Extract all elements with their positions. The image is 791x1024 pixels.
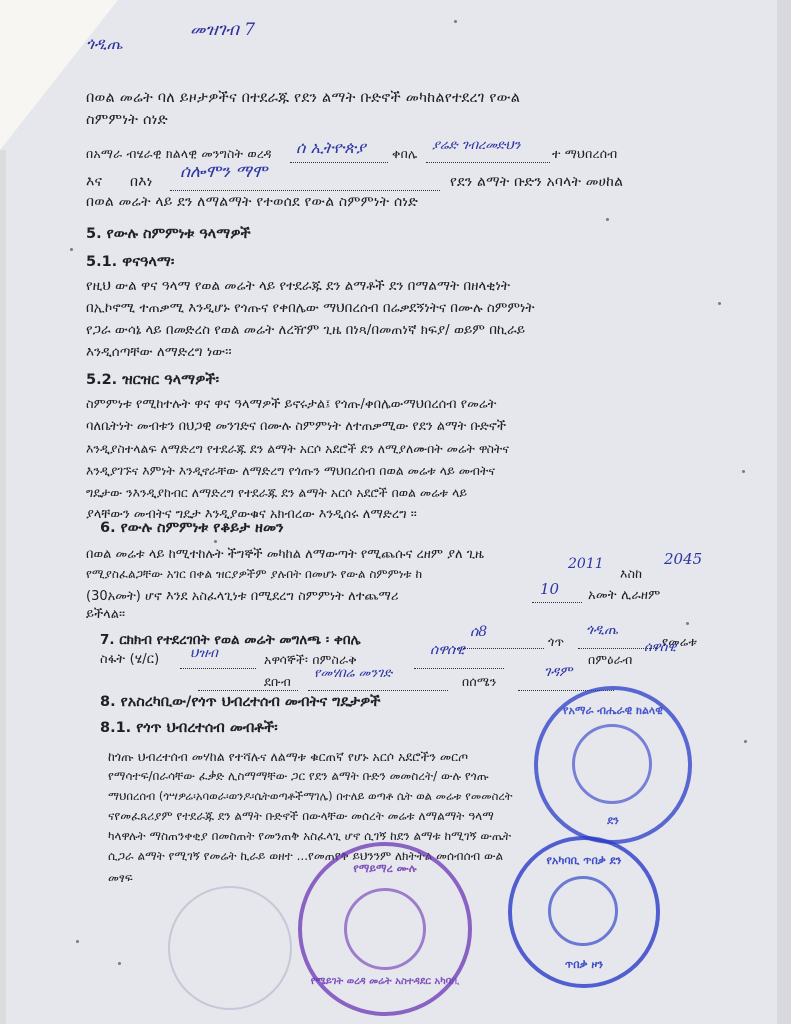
section-5-2-line: ግዴታው ንእንዲያከብር ለማድረግ የተደራጁ ደን ልማት አርሶ አደሮች በወል መሬቱ ላይ	[86, 485, 468, 500]
s7-land-label: የመሬቱ	[662, 634, 698, 649]
stamp-bottom-right	[508, 836, 660, 988]
stamp-bottom-left	[298, 842, 472, 1016]
stamp-top-right	[534, 686, 692, 844]
name-line	[170, 190, 440, 191]
section-8-1-heading: 8.1. የጎጥ ህብረተሰብ መብቶች፡	[100, 720, 278, 736]
page-left-edge	[0, 150, 6, 1024]
page-right-edge	[777, 0, 791, 1024]
section-5-2-line: ባለቤትነት መብቱን በህጋዊ መንገድና በሙሉ ስምምነት ለተጠቃሚው የደን ልማት ቡድኖች	[86, 419, 507, 434]
section-5-heading: 5. የውሉ ስምምነቱ ዓላማዎች	[86, 226, 251, 242]
section-8-1-line: መፃፍ	[108, 871, 133, 885]
stamp-inner-ring	[344, 888, 426, 970]
stamp-bottom-right-text: ጥበቃ ዞን	[564, 958, 604, 971]
s7-north-value: ገዳም	[544, 664, 573, 680]
s7-east-value: ሰዋሰዊ	[430, 642, 465, 658]
stamp-inner-ring	[572, 724, 652, 804]
s7-west-label: በምዕራብ	[588, 652, 633, 667]
section-6-heading: 6. የውሉ ስምምነቱ የቆይታ ዘመን	[100, 520, 284, 536]
s7-south-label: ደቡብ	[264, 674, 291, 689]
section-5-2-line: እንዲያስተላልፍ ለማድረግ የተደራጁ ደን ልማት አርሶ አደሮች ደን ለሚያለሙበት መሬት ዋስትና	[86, 441, 509, 456]
section-5-2-line: እንዲያገኙና እምነት እንዲኖራቸው ለማድረግ የጎጡን ማህበረሰብ በወል መሬቱ ላይ መብትና	[86, 463, 496, 478]
woreda-value: ሰ ኢትዮጵያ	[296, 138, 366, 157]
name-label: በእነ	[130, 174, 153, 190]
scan-speck	[214, 540, 217, 543]
until-label: እስከ	[620, 566, 643, 581]
section-5-2-line: ያላቸውን መብትና ግዴታ እንዲያውቁና አክብረው እንዲሰሩ ለማድረግ ።	[86, 507, 417, 522]
kebele-label: ቀበሌ	[392, 146, 418, 161]
section-6-line-3: (30አመት) ሆኖ እንደ አስፈላጊነቱ በሚደረግ ስምምነት ለተጨማሪ	[86, 589, 399, 604]
s7-south-value: የመሃበሬ መንገድ	[314, 666, 393, 681]
s7-size-label: ስፋት (ሄ/ር)	[100, 652, 160, 667]
s7-size-line	[180, 668, 256, 669]
group-label: የደን ልማት ቡድን አባላት መሀከል	[450, 174, 624, 190]
association-label: ተ ማህበረሰብ	[552, 146, 618, 161]
section-6-line-1: በወል መሬቱ ላይ ከሚተከሉት ችግኞች መካከል ለማውጣት የሚጨሱና ረዘም ያለ ጊዜ	[86, 547, 484, 562]
scan-speck	[454, 20, 457, 23]
header-mark-right: መዝገብ 7	[190, 20, 256, 40]
scan-speck	[76, 940, 79, 943]
s7-east-line	[414, 668, 504, 669]
s7-got-label: ጎጥ	[548, 634, 565, 649]
scan-speck	[744, 740, 747, 743]
s7-kebele-line	[454, 648, 544, 649]
stamp-bottom-right-text: የአካባቢ ጥበቃ ደን	[546, 854, 622, 867]
scan-speck	[686, 622, 689, 625]
s7-neighbors-label: አዋሳኞች፡ በምስራቅ	[264, 652, 357, 667]
name-value: ሰሎሞን ማሞ	[180, 162, 268, 182]
s7-got-value: ጎዲጤ	[586, 622, 618, 638]
section-5-1-line: የጋራ ውሳኔ ላይ በመድረስ የወል መሬት ለረዥም ጊዜ በነጻ/በመጠነኛ ክፍያ/ ወይም በኪራይ	[86, 322, 526, 338]
section-8-1-line: የማሳተፍ/በራሳቸው ፈቃድ ሊስማማቸው ጋር የደን ልማት ቡድን መመስረት/ ውሉ የጎጡ	[108, 769, 489, 783]
intro-line-3: በወል መሬት ላይ ደን ለማልማት የተወሰደ የውል ስምምነት ሰነድ	[86, 194, 419, 210]
stamp-top-right-text: ደን	[607, 814, 619, 827]
s7-kebele-value: ሰ8	[470, 624, 488, 640]
section-6-line-2: የሚያስፈልጋቸው አገር በቀል ዝርያዎችም ያሉበት በመሆኑ የውል ስምምነቱ ከ	[86, 567, 423, 581]
section-5-1-line: እንዲሰጣቸው ለማድረግ ነው፡፡	[86, 344, 232, 360]
s7-south-line	[308, 690, 448, 691]
section-8-1-line: ናየመፈጸሪያም የተደራጁ ደን ልማት ቡድኖች በውላቸው መሰረት መሬቱ ለማልማት ዓላማ	[108, 809, 494, 823]
extra-years-suffix: አመት ሊራዘም	[588, 588, 661, 603]
section-7-heading: 7. ርክክብ የተደረገበት የወል መሬት መግለጫ ፡ ቀበሌ	[100, 632, 361, 648]
stamp-bottom-left-text: የማይማረ ሙሉ	[353, 862, 417, 875]
section-8-1-line: ማህበረሰብ (ጎሣዎሬ፡አባወራ፡ወንዶ፡ሴትወጣቶችማገሌ) በተለይ ወጣቶ ሴት ወል መሬቱ የመመስረት	[108, 789, 513, 803]
and-label: እና	[86, 174, 103, 190]
scan-speck	[742, 470, 745, 473]
section-5-2-heading: 5.2. ዝርዝር ዓላማዎች፡	[86, 372, 220, 388]
s7-west-value: ሰዋሰዊ	[644, 640, 677, 655]
section-5-2-line: ስምምነቱ የሚከተሉት ዋና ዋና ዓላማዎች ይኖሩታል፤ የጎጡ/ቀበሌውማህበረሰብ የመሬት	[86, 397, 497, 412]
scan-speck	[718, 302, 721, 305]
year-from-value: 2011	[568, 556, 604, 572]
s7-size-value: ህዝብ	[190, 646, 218, 661]
section-5-1-line: በኢኮኖሚ ተጠቃሚ እንዲሆኑ የጎጡና የቀበሌው ማህበረሰብ በሬቃደኝነትና በሙሉ ስምምነት	[86, 300, 535, 316]
year-to-value: 2045	[664, 550, 703, 568]
scan-speck	[118, 962, 121, 965]
stamp-top-right-text: የአማራ ብሔራዊ ክልላዊ	[563, 704, 663, 717]
scan-speck	[70, 248, 73, 251]
extra-years-value: 10	[540, 580, 560, 598]
kebele-line	[426, 162, 550, 163]
section-8-1-line: ሲጋራ ልማት የሚገኝ የመሬት ኪራይ ወዘተ ...የመጠየቅ ይህንንም ለክትትል መሰብሰብ ውል	[108, 849, 504, 863]
stamp-bottom-left-text: የሜይገት ወረዳ መሬት አስተዳደር አካባቢ	[310, 976, 460, 987]
extra-years-line	[532, 602, 582, 603]
section-8-1-line: ካላዋሉት ማስጠንቀቂያ በመስጠት የመንጠቅ አስፈላጊ ሆኖ ሲገኝ ከደን ልማቱ ከሚገኝ ውጤት	[108, 829, 512, 843]
section-8-heading: 8. የአስረካቢው/የጎጥ ህብረተሰብ መብትና ግዴታዎች	[100, 694, 381, 710]
section-5-1-line: የዚህ ውል ዋና ዓላማ የወል መሬት ላይ የተደራጁ ደን ልማቶች ደን በማልማት በዘላቂነት	[86, 278, 510, 294]
stamp-inner-ring	[548, 876, 618, 946]
section-8-1-line: ከጎጡ ህብረተሰብ መሃከል የተሻሉና ለልማቱ ቁርጠኛ የሆኑ አርሶ አደሮችን መርጦ	[108, 749, 469, 764]
title-line-1: በወል መሬት ባለ ይዞታዎችና በተደራጁ የደን ልማት ቡድኖች መካከልየተደረገ የውል	[86, 90, 521, 106]
kebele-value: ያሬድ ገብረመድህን	[432, 138, 521, 153]
faint-stamp-ghost	[168, 886, 292, 1010]
scan-speck	[606, 218, 609, 221]
header-mark-left: ጎዲጤ	[86, 34, 123, 53]
section-5-1-heading: 5.1. ዋናዓላማ፡	[86, 254, 175, 270]
s7-north-label: በሰሜን	[462, 674, 497, 689]
title-line-2: ስምምነት ሰነድ	[86, 112, 168, 128]
intro-region-label: በአማራ ብሄራዊ ክልላዊ መንግስት ወረዳ	[86, 146, 272, 161]
section-6-line-4: ይችላል፡፡	[86, 607, 126, 622]
woreda-line	[290, 162, 388, 163]
s7-south-line-a	[198, 690, 298, 691]
